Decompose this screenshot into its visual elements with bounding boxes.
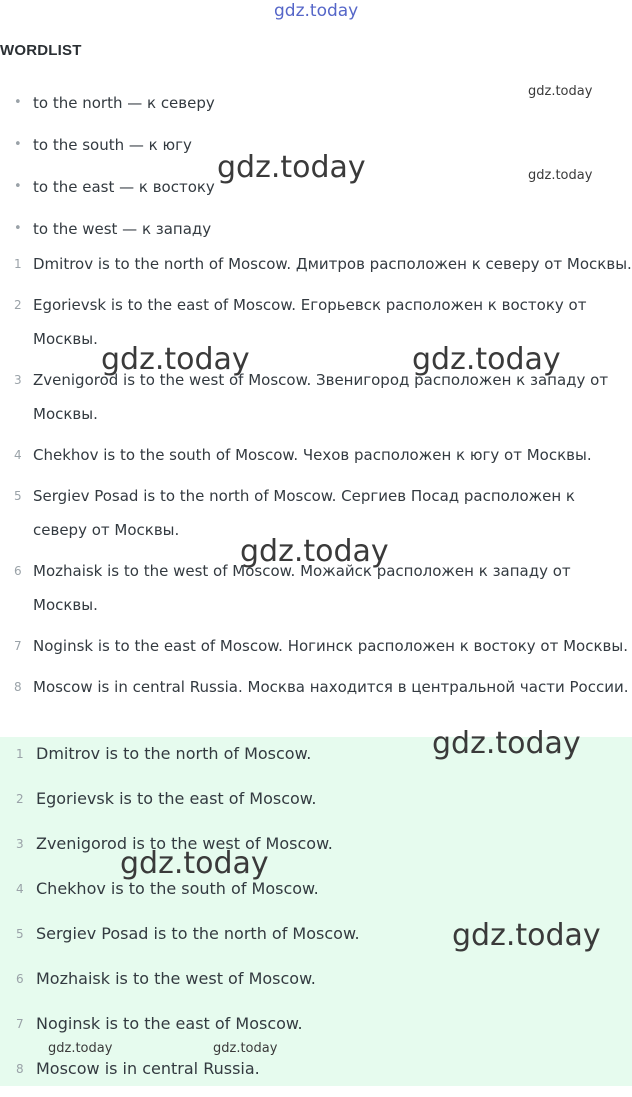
list-item: 4 Chekhov is to the south of Moscow. Чехов расположен к югу от Москвы. — [14, 446, 592, 464]
list-item: 8 Moscow is in central Russia. — [16, 1059, 260, 1078]
list-item: 2 Egorievsk is to the east of Moscow. — [16, 789, 317, 808]
sentence-text: Noginsk is to the east of Moscow. Ногинск расположен к востоку от Москвы. — [33, 637, 628, 655]
watermark: gdz.today — [412, 342, 561, 377]
watermark: gdz.today — [432, 726, 581, 761]
watermark: gdz.today — [528, 168, 593, 183]
list-item: 8 Moscow is in central Russia. Москва находится в центральной части России. — [14, 678, 629, 696]
answer-text: Dmitrov is to the north of Moscow. — [36, 744, 312, 763]
sentence-text: Moscow is in central Russia. Москва находится в центральной части России. — [33, 678, 629, 696]
answer-text: Moscow is in central Russia. — [36, 1059, 260, 1078]
list-item: 2 Egorievsk is to the east of Moscow. Егорьевск расположен к востоку от Москвы. — [14, 296, 587, 348]
bullet-icon: • — [14, 179, 22, 194]
answer-text: Noginsk is to the east of Moscow. — [36, 1014, 303, 1033]
wordlist-heading: WORDLIST — [0, 42, 82, 59]
watermark: gdz.today — [240, 534, 389, 569]
list-item: 3 Zvenigorod is to the west of Moscow. Звенигород расположен к западу от Москвы. — [14, 371, 609, 423]
answer-text: Egorievsk is to the east of Moscow. — [36, 789, 317, 808]
watermark: gdz.today — [528, 84, 593, 99]
watermark: gdz.today — [217, 150, 366, 185]
answer-text: Mozhaisk is to the west of Moscow. — [36, 969, 316, 988]
list-item: 7 Noginsk is to the east of Moscow. Ногинск расположен к востоку от Москвы. — [14, 637, 628, 655]
list-item: 6 Mozhaisk is to the west of Moscow. Можайск расположен к западу от Москвы. — [14, 562, 571, 614]
list-item: 3 Zvenigorod is to the west of Moscow. — [16, 834, 333, 853]
list-item: 7 Noginsk is to the east of Moscow. — [16, 1014, 303, 1033]
sentence-text: Sergiev Posad is to the north of Moscow. Сергиев Посад расположен к северу от Москвы. — [33, 487, 575, 539]
bullet-icon: • — [14, 137, 22, 152]
answer-panel — [0, 737, 632, 1086]
sentence-text: Zvenigorod is to the west of Moscow. Звенигород расположен к западу от Москвы. — [33, 371, 609, 423]
list-item: 5 Sergiev Posad is to the north of Moscow. — [16, 924, 360, 943]
watermark: gdz.today — [120, 846, 269, 881]
list-item: 1 Dmitrov is to the north of Moscow. Дмитров расположен к северу от Москвы. — [14, 255, 632, 273]
list-item: 6 Mozhaisk is to the west of Moscow. — [16, 969, 316, 988]
answer-text: Zvenigorod is to the west of Moscow. — [36, 834, 333, 853]
answer-text: Sergiev Posad is to the north of Moscow. — [36, 924, 360, 943]
sentence-text: Dmitrov is to the north of Moscow. Дмитров расположен к северу от Москвы. — [33, 255, 632, 273]
bullet-icon: • — [14, 221, 22, 236]
list-item: 4 Chekhov is to the south of Moscow. — [16, 879, 319, 898]
sentence-text: Chekhov is to the south of Moscow. Чехов расположен к югу от Москвы. — [33, 446, 592, 464]
sentence-text: Mozhaisk is to the west of Moscow. Можайск расположен к западу от Москвы. — [33, 562, 571, 614]
list-item: 1 Dmitrov is to the north of Moscow. — [16, 744, 312, 763]
watermark: gdz.today — [101, 342, 250, 377]
watermark: gdz.today — [48, 1041, 113, 1056]
watermark: gdz.today — [452, 918, 601, 953]
bullet-icon: • — [14, 95, 22, 110]
sentence-text: Egorievsk is to the east of Moscow. Егорьевск расположен к востоку от Москвы. — [33, 296, 587, 348]
site-watermark-header: gdz.today — [274, 1, 359, 21]
translation-list — [0, 247, 632, 711]
list-item: 5 Sergiev Posad is to the north of Moscow. Сергиев Посад расположен к северу от Москвы. — [14, 487, 575, 539]
answer-text: Chekhov is to the south of Moscow. — [36, 879, 319, 898]
watermark: gdz.today — [213, 1041, 278, 1056]
